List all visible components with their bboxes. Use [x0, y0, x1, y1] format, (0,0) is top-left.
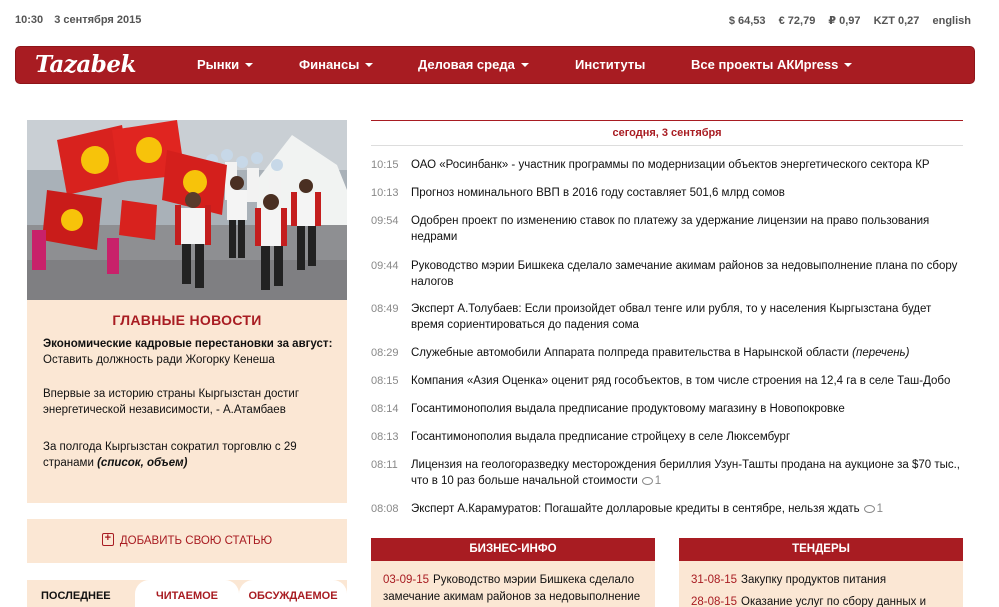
main-news-item-text: Впервые за историю страны Кыргызстан достиг энергетической независимости, - А.Атамбаев — [43, 388, 300, 416]
feed-item-title[interactable]: ОАО «Росинбанк» - участник программы по модернизации объектов энергетического сектора КР — [411, 159, 930, 171]
feed-item-title-wrap[interactable] — [411, 345, 963, 361]
main-news-item[interactable] — [43, 336, 333, 368]
feed-item-title[interactable]: Одобрен проект по изменению ставок по платежу за удержание лицензии на право пользования недрами — [411, 215, 930, 243]
site-logo[interactable]: Tazabek — [35, 51, 136, 78]
feed-item-time: 08:14 — [371, 403, 399, 415]
business-info-item-date: 03-09-15 — [383, 574, 430, 586]
nav-institutions[interactable] — [575, 47, 645, 83]
feed-item-time: 08:13 — [371, 431, 399, 443]
business-info-heading[interactable]: БИЗНЕС-ИНФО — [371, 538, 655, 561]
tender-item-date: 28-08-15 — [691, 596, 738, 607]
comment-bubble-icon — [864, 505, 875, 513]
comment-count-value: 1 — [876, 503, 884, 515]
nav-all-projects-label: Все проекты АКИpress — [691, 57, 839, 72]
business-info-box — [371, 538, 655, 607]
feed-item-title[interactable]: Руководство мэрии Бишкека сделало замечание акимам районов за недовыполнение плана по сбору налогов — [411, 260, 958, 288]
main-news-panel — [27, 300, 347, 503]
feed-item-time: 10:13 — [371, 187, 399, 199]
comment-count-value: 1 — [654, 475, 662, 487]
current-date: 3 сентября 2015 — [54, 14, 142, 26]
feed-item-title[interactable]: Прогноз номинального ВВП в 2016 году составляет 501,6 млрд сомов — [411, 187, 785, 199]
rate-usd[interactable]: $ 64,53 — [728, 15, 766, 27]
nav-all-projects[interactable] — [691, 47, 852, 83]
main-news-item-lead: Экономические кадровые перестановки за август: — [43, 338, 333, 350]
nav-business-environment[interactable] — [418, 47, 529, 83]
feed-item-title[interactable]: Госантимонополия выдала предписание стройцеху в селе Люксембург — [411, 431, 791, 443]
tender-item[interactable] — [691, 594, 953, 607]
feed-item-title-wrap[interactable] — [411, 457, 963, 489]
chevron-down-icon — [245, 63, 253, 67]
feed-date-heading: сегодня, 3 сентября — [371, 120, 963, 146]
rate-rub[interactable]: ₽ 0,97 — [828, 15, 861, 27]
rate-kzt[interactable]: KZT 0,27 — [873, 15, 920, 27]
nav-institutions-label: Институты — [575, 57, 646, 72]
add-article-button[interactable] — [27, 519, 347, 563]
feed-item-time: 09:44 — [371, 260, 399, 272]
feed-item-time: 09:54 — [371, 215, 399, 227]
tab-most-discussed[interactable]: ОБСУЖДАЕМОЕ — [239, 580, 347, 607]
add-article-label: ДОБАВИТЬ СВОЮ СТАТЬЮ — [119, 535, 273, 547]
feed-item-time: 08:29 — [371, 347, 399, 359]
feed-item-title: Лицензия на геологоразведку месторождения бериллия Узун-Ташты продана на аукционе за $70 тыс., что в 10 раз больше начальной стоимости — [411, 459, 961, 487]
main-news-photo[interactable] — [27, 120, 347, 300]
comment-count[interactable] — [860, 503, 883, 515]
tender-item-date: 31-08-15 — [691, 574, 738, 586]
main-news-item[interactable] — [43, 439, 333, 471]
language-link[interactable]: english — [932, 15, 971, 27]
news-tabs — [27, 580, 347, 607]
tender-item-title: Закупку продуктов питания — [741, 574, 887, 586]
chevron-down-icon — [521, 63, 529, 67]
feed-item-title[interactable]: Эксперт А.Толубаев: Если произойдет обвал тенге или рубля, то у населения Кыргызстана будет время сориентироваться до падения сома — [411, 303, 932, 331]
chevron-down-icon — [365, 63, 373, 67]
celebration-photo-illustration — [27, 120, 347, 300]
business-info-item-title: Руководство мэрии Бишкека сделало замечание акимам районов за недовыполнение — [383, 574, 641, 603]
feed-item-extra: (перечень) — [852, 347, 910, 359]
feed-item-time: 08:49 — [371, 303, 399, 315]
top-bar — [15, 14, 975, 28]
nav-markets[interactable] — [197, 47, 253, 83]
feed-item-title: Служебные автомобили Аппарата полпреда правительства в Нарынской области — [411, 347, 849, 359]
feed-item-time: 08:15 — [371, 375, 399, 387]
plus-icon: + — [102, 533, 114, 546]
business-info-item[interactable] — [383, 572, 645, 606]
main-news-heading: ГЛАВНЫЕ НОВОСТИ — [112, 312, 262, 328]
main-news-item-text: Оставить должность ради Жогорку Кенеша — [43, 354, 275, 366]
tenders-box — [679, 538, 963, 607]
nav-markets-label: Рынки — [197, 57, 240, 72]
nav-finance[interactable] — [299, 47, 373, 83]
comment-bubble-icon — [642, 477, 653, 485]
main-nav — [15, 46, 975, 84]
feed-item-time: 10:15 — [371, 159, 399, 171]
current-time: 10:30 — [15, 14, 44, 26]
feed-item-title[interactable]: Госантимонополия выдала предписание продуктовому магазину в Новопокровке — [411, 403, 845, 415]
main-news-item-extra: (список, объем) — [97, 457, 188, 469]
tab-latest[interactable]: ПОСЛЕДНЕЕ — [27, 580, 135, 607]
feed-item-title[interactable]: Компания «Азия Оценка» оценит ряд гособъектов, в том числе строения на 12,4 га в селе Таш-Добо — [411, 375, 951, 387]
chevron-down-icon — [844, 63, 852, 67]
feed-item-time: 08:08 — [371, 503, 399, 515]
nav-finance-label: Финансы — [299, 57, 360, 72]
tender-item-title: Оказание услуг по сбору данных и — [741, 596, 927, 607]
nav-business-environment-label: Деловая среда — [418, 57, 515, 72]
tender-item[interactable] — [691, 572, 953, 589]
tenders-heading[interactable]: ТЕНДЕРЫ — [679, 538, 963, 561]
feed-item-title: Эксперт А.Карамуратов: Погашайте долларовые кредиты в сентябре, нельзя ждать — [411, 503, 860, 515]
feed-item-time: 08:11 — [371, 459, 398, 471]
feed-item-title-wrap[interactable] — [411, 501, 963, 517]
tab-most-read[interactable]: ЧИТАЕМОЕ — [135, 580, 239, 607]
comment-count[interactable] — [638, 475, 661, 487]
main-news-item-text: За полгода Кыргызстан сократил торговлю с 29 странами — [43, 441, 297, 469]
rate-eur[interactable]: € 72,79 — [778, 15, 816, 27]
main-news-item[interactable] — [43, 386, 333, 418]
